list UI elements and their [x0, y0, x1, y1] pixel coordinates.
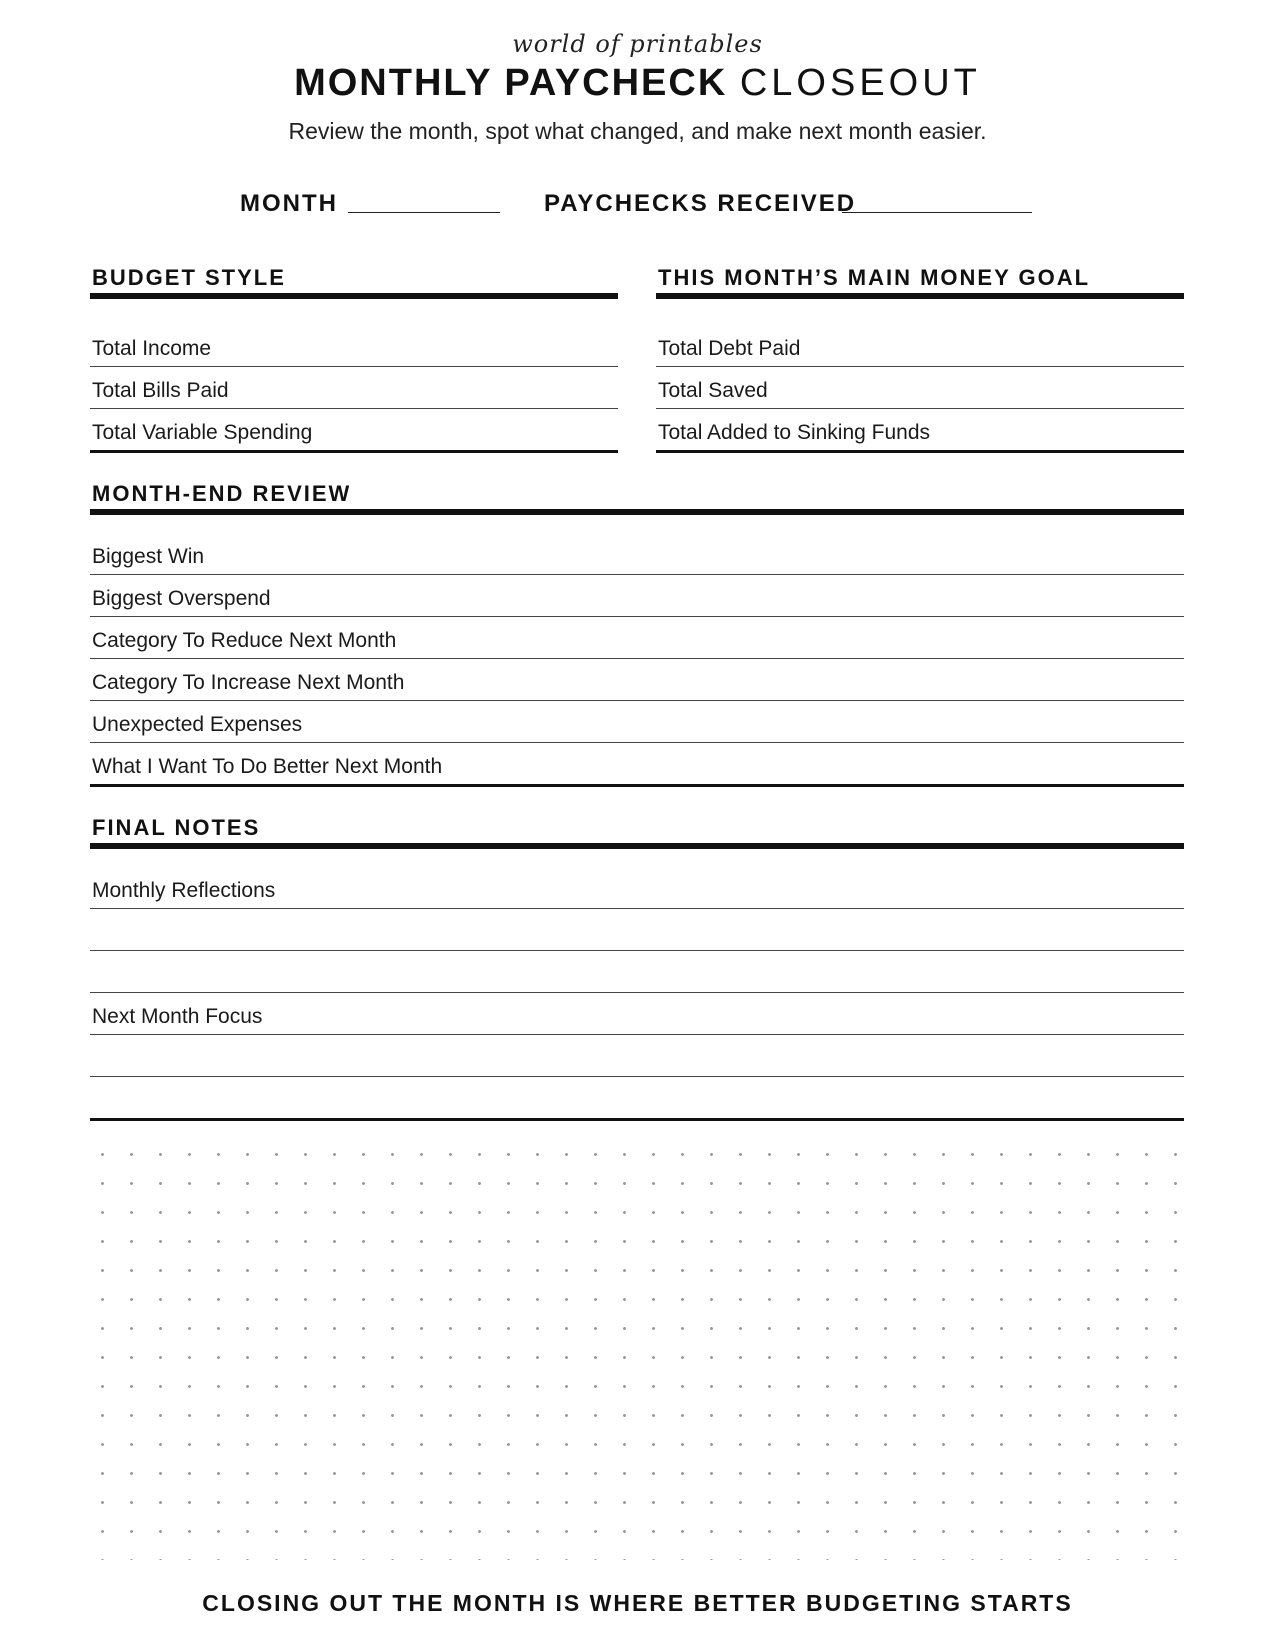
- field-unexpected-expenses[interactable]: [90, 700, 1184, 743]
- field-monthly-reflections[interactable]: [90, 866, 1184, 909]
- budget-style-rule: [90, 293, 618, 299]
- field-total-debt-paid[interactable]: [656, 324, 1184, 367]
- title-light: CLOSEOUT: [739, 62, 981, 104]
- field-label: Unexpected Expenses: [92, 713, 303, 736]
- notes-line[interactable]: [90, 908, 1184, 951]
- field-label: Next Month Focus: [92, 1005, 263, 1028]
- month-end-review-rule: [90, 509, 1184, 515]
- field-biggest-win[interactable]: [90, 532, 1184, 575]
- page-title: [0, 62, 1275, 105]
- title-bold: MONTHLY PAYCHECK: [294, 62, 728, 104]
- month-label: MONTH: [240, 190, 338, 217]
- field-do-better[interactable]: [90, 742, 1184, 787]
- field-total-saved[interactable]: [656, 366, 1184, 409]
- field-label: Total Income: [92, 337, 212, 360]
- money-goal-rule: [656, 293, 1184, 299]
- field-category-increase[interactable]: [90, 658, 1184, 701]
- field-label: Total Variable Spending: [92, 421, 313, 444]
- month-end-review-heading: MONTH-END REVIEW: [92, 481, 352, 506]
- field-biggest-overspend[interactable]: [90, 574, 1184, 617]
- notes-line[interactable]: [90, 1076, 1184, 1121]
- field-label: Monthly Reflections: [92, 879, 276, 902]
- field-label: Total Bills Paid: [92, 379, 229, 402]
- field-total-variable-spending[interactable]: [90, 408, 618, 453]
- field-total-bills-paid[interactable]: [90, 366, 618, 409]
- budget-style-heading: BUDGET STYLE: [92, 265, 286, 290]
- money-goal-heading: THIS MONTH’S MAIN MONEY GOAL: [658, 265, 1091, 290]
- field-category-reduce[interactable]: [90, 616, 1184, 659]
- field-total-income[interactable]: [90, 324, 618, 367]
- field-label: Category To Reduce Next Month: [92, 629, 397, 652]
- notes-line[interactable]: [90, 950, 1184, 993]
- field-total-sinking-funds[interactable]: [656, 408, 1184, 453]
- dot-grid-area[interactable]: [88, 1140, 1190, 1560]
- notes-line[interactable]: [90, 1034, 1184, 1077]
- field-label: Total Debt Paid: [658, 337, 801, 360]
- final-notes-rule: [90, 843, 1184, 849]
- final-notes-heading: FINAL NOTES: [92, 815, 261, 840]
- paychecks-received-label: PAYCHECKS RECEIVED: [544, 190, 857, 217]
- subtitle: Review the month, spot what changed, and make next month easier.: [288, 118, 987, 144]
- field-label: Category To Increase Next Month: [92, 671, 405, 694]
- field-label: Biggest Overspend: [92, 587, 271, 610]
- paychecks-received-field[interactable]: [842, 212, 1032, 213]
- field-label: Biggest Win: [92, 545, 205, 568]
- field-next-month-focus[interactable]: [90, 992, 1184, 1035]
- field-label: Total Saved: [658, 379, 768, 402]
- month-field[interactable]: [348, 212, 500, 213]
- field-label: What I Want To Do Better Next Month: [92, 755, 443, 778]
- brand-script: world of printables: [512, 30, 763, 58]
- footer-tagline: CLOSING OUT THE MONTH IS WHERE BETTER BUDGETING STARTS: [202, 1590, 1073, 1616]
- field-label: Total Added to Sinking Funds: [658, 421, 931, 444]
